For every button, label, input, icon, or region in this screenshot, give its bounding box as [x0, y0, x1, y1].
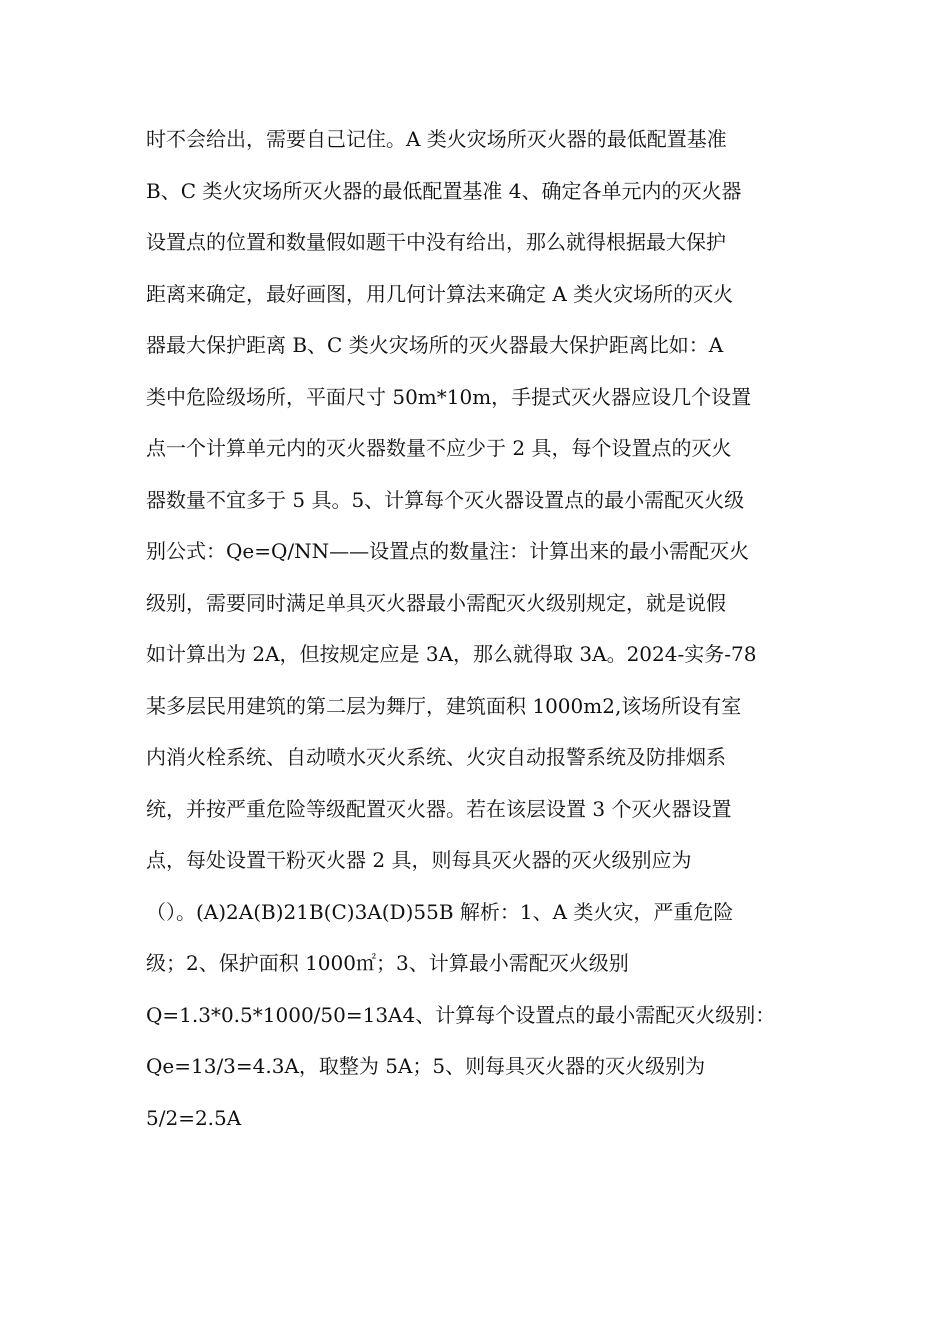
text-line: 设置点的位置和数量假如题干中没有给出，那么就得根据最大保护	[146, 230, 726, 254]
text-line: 时不会给出，需要自己记住。A 类火灾场所灭火器的最低配置基准	[146, 127, 727, 151]
text-line: 点，每处设置干粉灭火器 2 具，则每具灭火器的灭火级别应为	[146, 848, 692, 872]
text-line: 级别，需要同时满足单具灭火器最小需配灭火级别规定，就是说假	[146, 590, 726, 615]
text-line: Qe=13/3=4.3A，取整为 5A；5、则每具灭火器的灭火级别为	[146, 1054, 706, 1078]
text-line: 某多层民用建筑的第二层为舞厅，建筑面积 1000m2,该场所设有室	[146, 693, 742, 718]
text-line: 类中危险级场所，平面尺寸 50m*10m，手提式灭火器应设几个设置	[146, 384, 752, 409]
text-line: 器最大保护距离 B、C 类火灾场所的灭火器最大保护距离比如：A	[146, 333, 724, 357]
text-line: 距离来确定，最好画图，用几何计算法来确定 A 类火灾场所的灭火	[146, 281, 734, 306]
text-line: 统，并按严重危险等级配置灭火器。若在该层设置 3 个灭火器设置	[146, 796, 732, 821]
body-text	[146, 114, 806, 1144]
text-line: 内消火栓系统、自动喷水灭火系统、火灾自动报警系统及防排烟系	[146, 745, 726, 769]
text-line: 器数量不宜多于 5 具。5、计算每个灭火器设置点的最小需配灭火级	[146, 487, 745, 512]
text-line: B、C 类火灾场所灭火器的最低配置基准 4、确定各单元内的灭火器	[146, 178, 742, 203]
text-line: 如计算出为 2A，但按规定应是 3A，那么就得取 3A。2024-实务-78	[146, 642, 757, 666]
text-line: 级；2、保护面积 1000㎡；3、计算最小需配灭火级别	[146, 951, 629, 975]
text-line: （）。(A)2A(B)21B(C)3A(D)55B 解析：1、A 类火灾，严重危险	[146, 899, 734, 924]
text-line: Q=1.3*0.5*1000/50=13A4、计算每个设置点的最小需配灭火级别：	[146, 1002, 776, 1027]
text-line: 点一个计算单元内的灭火器数量不应少于 2 具，每个设置点的灭火	[146, 436, 732, 460]
text-line: 5/2=2.5A	[146, 1105, 242, 1130]
text-line: 别公式：Qe=Q/NN——设置点的数量注：计算出来的最小需配灭火	[146, 539, 750, 563]
